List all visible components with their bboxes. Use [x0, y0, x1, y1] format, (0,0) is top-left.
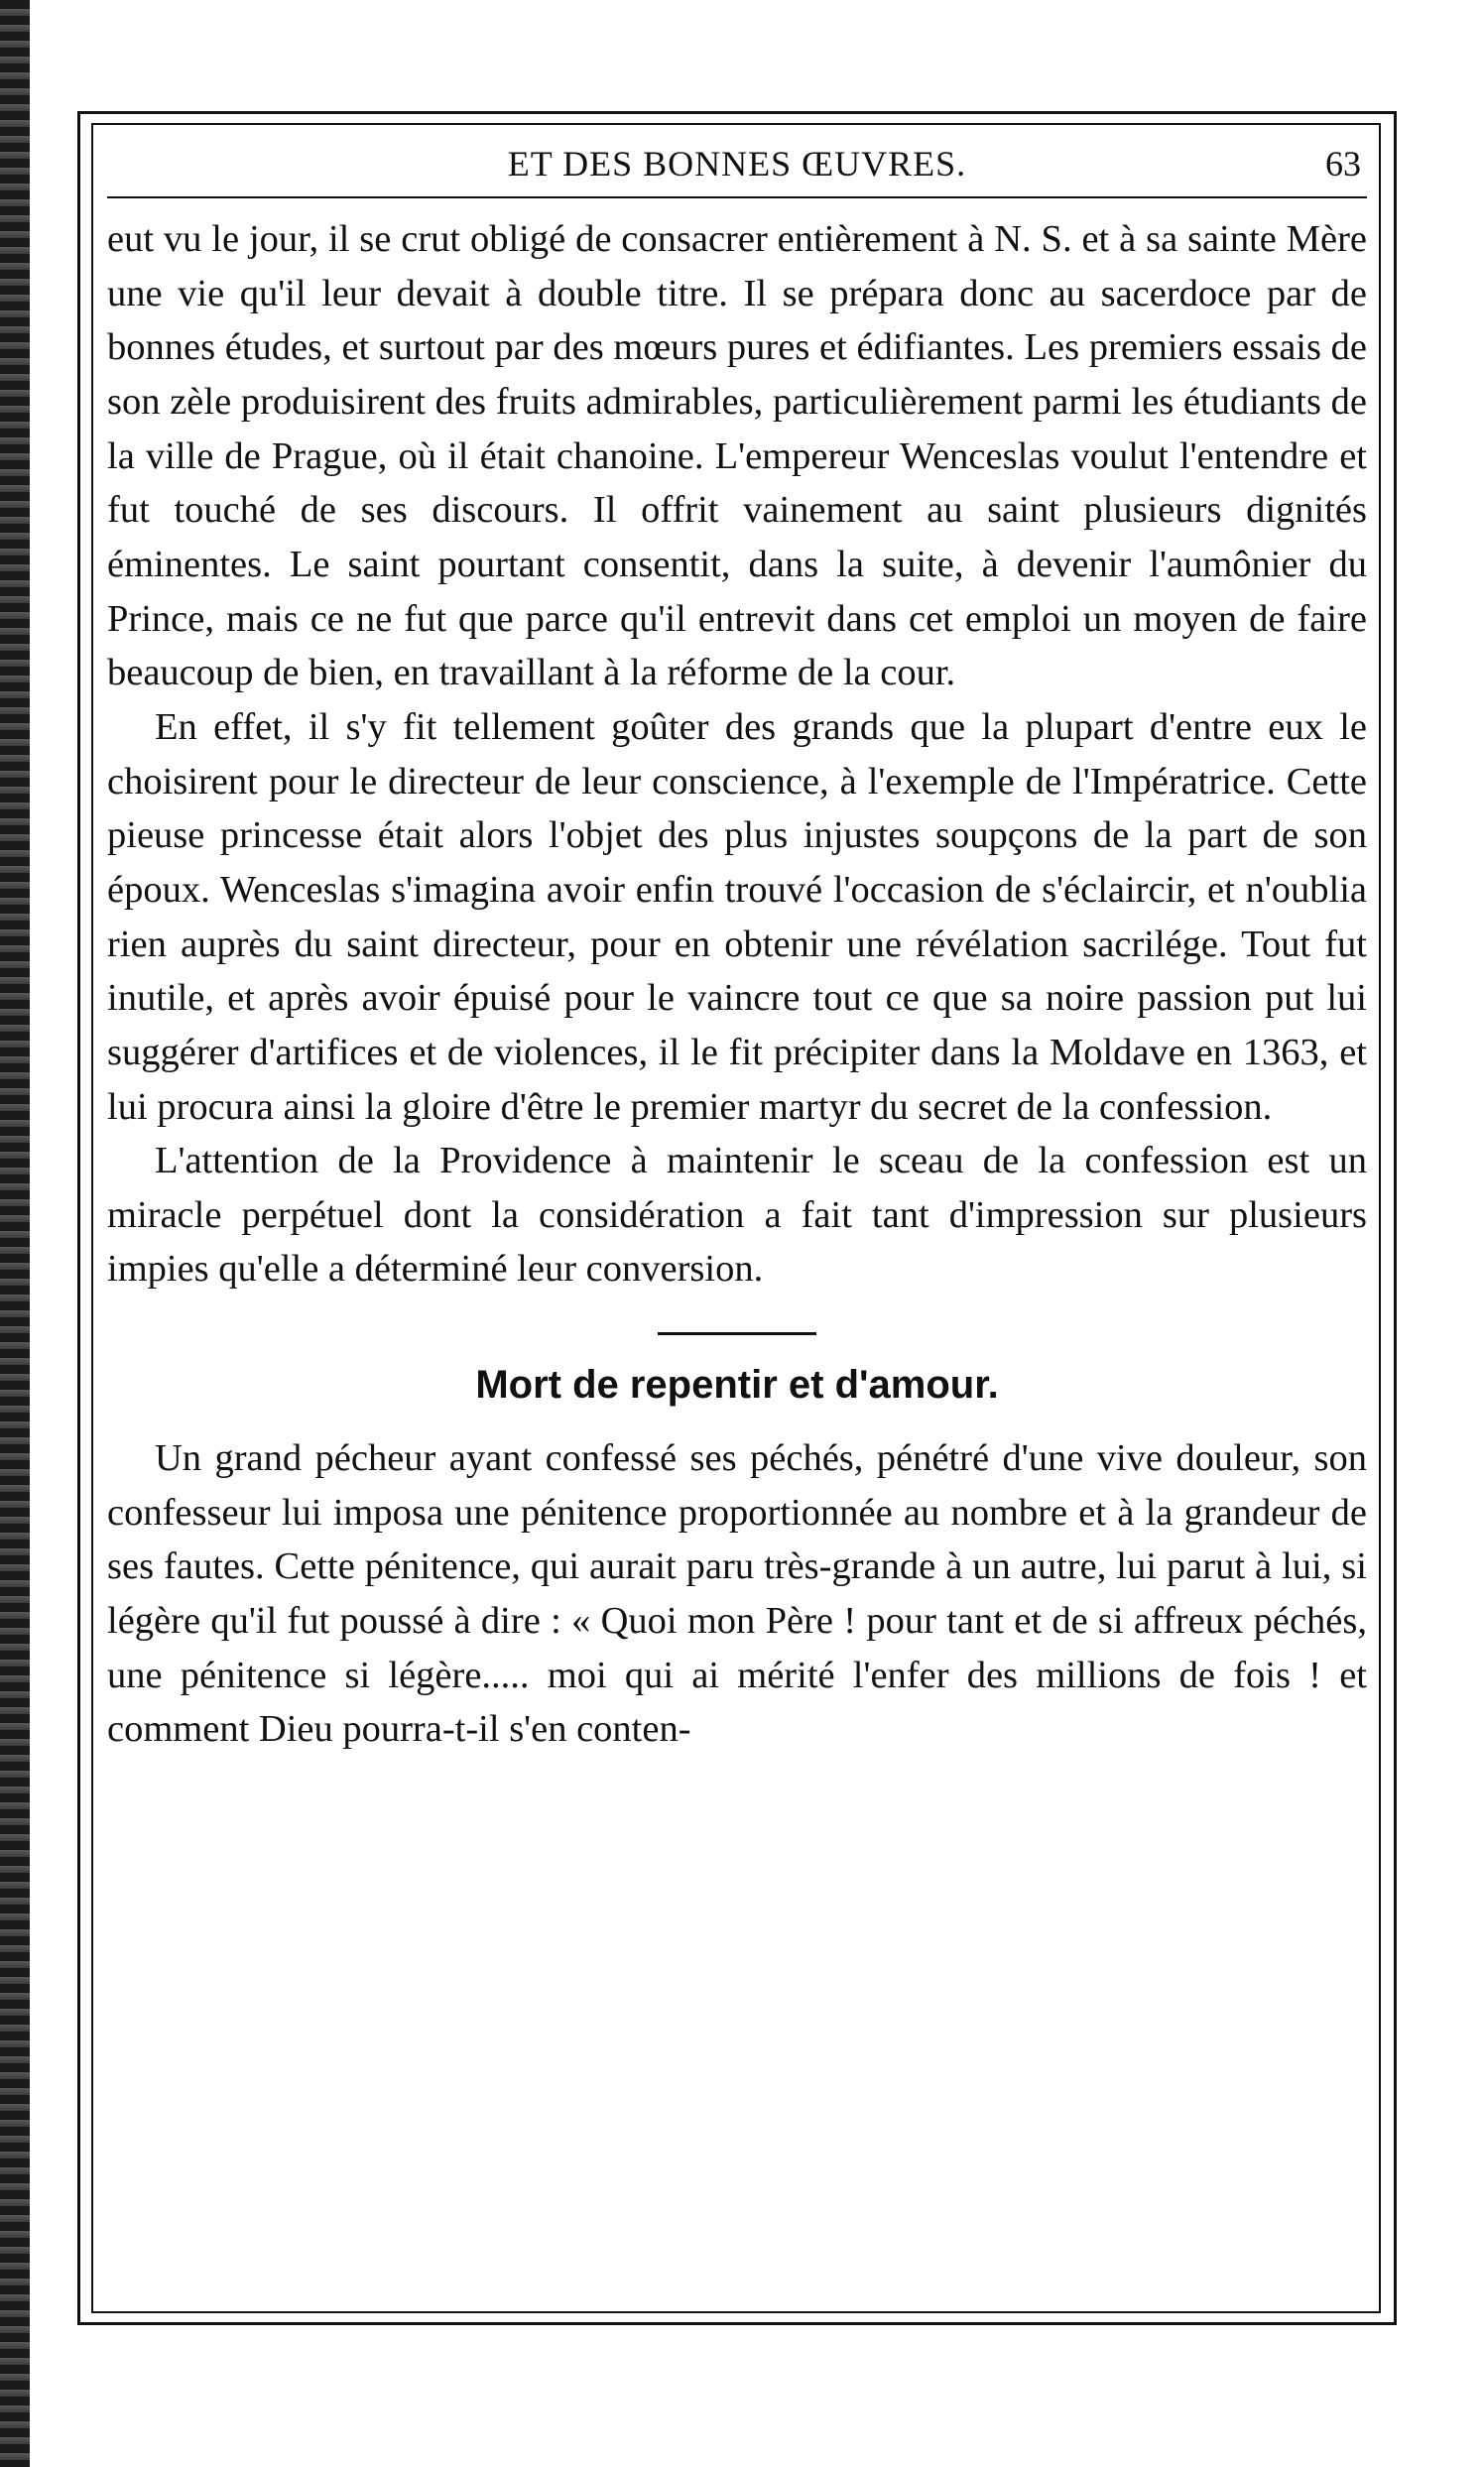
running-header — [107, 137, 1367, 198]
paragraph-2: En effet, il s'y fit tellement goûter des grands que la plupart d'entre eux le choisirent pour le directeur de leur conscience, à l'exemple de l'Impératrice. Cette pieuse princesse était alors l'objet des plus injustes soupçons de la part de son époux. Wenceslas s'imagina avoir enfin trouvé l'occasion de s'éclaircir, et n'oublia rien auprès du saint directeur, pour en obtenir une révélation sacrilége. Tout fut inutile, et après avoir épuisé pour le vaincre tout ce que sa noire passion put lui suggérer d'artifices et de violences, il le fit précipiter dans la Moldave en 1363, et lui procura ainsi la gloire d'être le premier martyr du secret de la confession. — [107, 705, 1367, 1128]
page-number: 63 — [1325, 144, 1361, 184]
paragraph-3: L'attention de la Providence à maintenir le sceau de la confession est un miracle perpétuel dont la considération a fait tant d'impression sur plusieurs impies qu'elle a déterminé leur conversion. — [107, 1140, 1367, 1291]
book-page — [107, 137, 1367, 2299]
section-title: Mort de repentir et d'amour. — [475, 1363, 999, 1408]
body-text — [107, 212, 1367, 1757]
book-binding-edge — [0, 0, 30, 2467]
section-separator — [658, 1332, 816, 1335]
section-paragraph: Un grand pécheur ayant confessé ses péchés, pénétré d'une vive douleur, son confesseur lui imposa une pénitence proportionnée au nombre et à la grandeur de ses fautes. Cette pénitence, qui aurait paru très-grande à un autre, lui parut à lui, si légère qu'il fut poussé à dire : « Quoi mon Père ! pour tant et de si affreux péchés, une pénitence si légère..... moi qui ai mérité l'enfer des millions de fois ! et comment Dieu pourra-t-il s'en conten- — [107, 1436, 1367, 1751]
running-title: ET DES BONNES ŒUVRES. — [507, 144, 967, 184]
paragraph-1: eut vu le jour, il se crut obligé de consacrer entièrement à N. S. et à sa sainte Mère une vie qu'il leur devait à double titre. Il se prépara donc au sacerdoce par de bonnes études, et surtout par des mœurs pures et édifiantes. Les premiers essais de son zèle produisirent des fruits admirables, particulièrement parmi les étudiants de la ville de Prague, où il était chanoine. L'empereur Wenceslas voulut l'entendre et fut touché de ses discours. Il offrit vainement au saint plusieurs dignités éminentes. Le saint pourtant consentit, dans la suite, à devenir l'aumônier du Prince, mais ce ne fut que parce qu'il entrevit dans cet emploi un moyen de faire beaucoup de bien, en travaillant à la réforme de la cour. — [107, 218, 1367, 694]
